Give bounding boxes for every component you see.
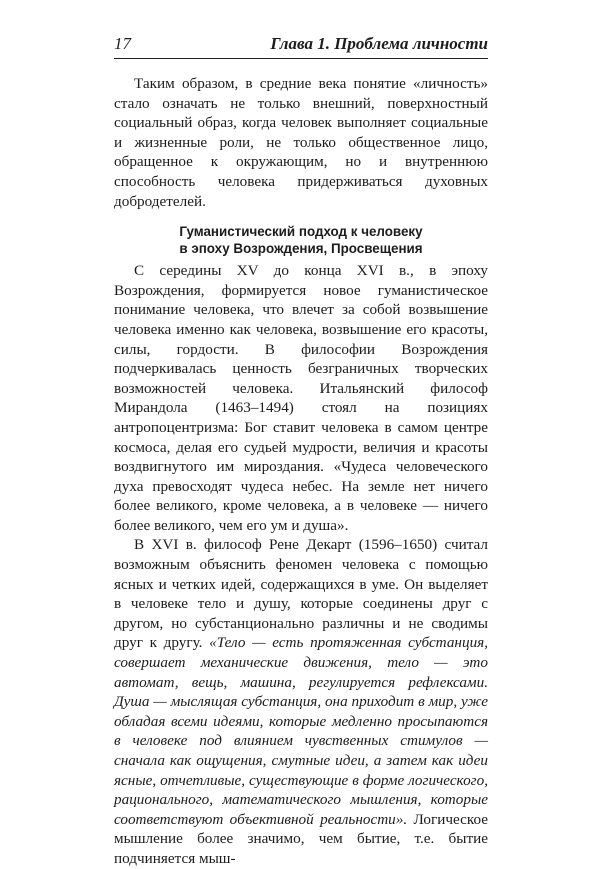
- descartes-tail: Логическое мышление более значимо, чем бытие, т.е. бытие подчиняется мыш-: [114, 810, 488, 867]
- section-heading-line-2: в эпоху Возрождения, Просвещения: [179, 241, 423, 257]
- body-text: [114, 64, 488, 869]
- descartes-quote: «Тело — есть протяженная субстанция, совершает механические движения, тело — это автомат, вещь, машина, регулируется рефлексами. Душа — мыслящая субстанция, она приходит в мир, уже обладая всеми идеями, которые медленно просыпаются в человеке под влиянием чувственных стимулов — сначала как ощущения, смутные идеи, а затем как идеи ясные, отчетливые, существующие в форме логического, рационального, математического мышления, которые соответствуют объективной реальности».: [114, 634, 489, 828]
- paragraph-descartes: [114, 535, 488, 868]
- page-number: 17: [114, 34, 131, 53]
- paragraph-renaissance: С середины XV до конца XVI в., в эпоху Возрождения, формируется новое гуманистическое понимание человека, что влечет за собой возвышение человека именно как человека, возвышение его красоты, силы, гордости. В философии Возрождения подчеркивалась ценность безграничных творческих возможностей человека. Итальянский философ Мирандола (1463–1494) стоял на позициях антропоцентризма: Бог ставит человека в самом центре космоса, делая его судьей мудрости, величия и красоты воздвигнутого им мироздания. «Чудеса человеческого духа превосходят чудеса небес. На земле нет ничего более великого, кроме человека, а в человеке — ничего более великого, чем его ум и душа».: [114, 262, 488, 534]
- section-heading-line-1: Гуманистический подход к человеку: [179, 224, 423, 240]
- running-header: [114, 30, 488, 59]
- descartes-lead: В XVI в. философ Рене Декарт (1596–1650) считал возможным объяснить феномен человека с помощью ясных и четких идей, содержащихся в уме. Он выделяет в человеке тело и душу, которые соединены друг с другом, но субстанционально различны и не сводимы друг к другу.: [114, 536, 488, 652]
- section-heading: [114, 223, 488, 257]
- paragraph-middle-ages: Таким образом, в средние века понятие «личность» стало означать не только внешний, поверхностный социальный образ, когда человек выполняет социальные и жизненные роли, не только общественное лицо, обращенное к окружающим, но и внутреннюю способность человека придерживаться духовных добродетелей.: [114, 75, 488, 210]
- chapter-title: Глава 1. Проблема личности: [270, 34, 488, 53]
